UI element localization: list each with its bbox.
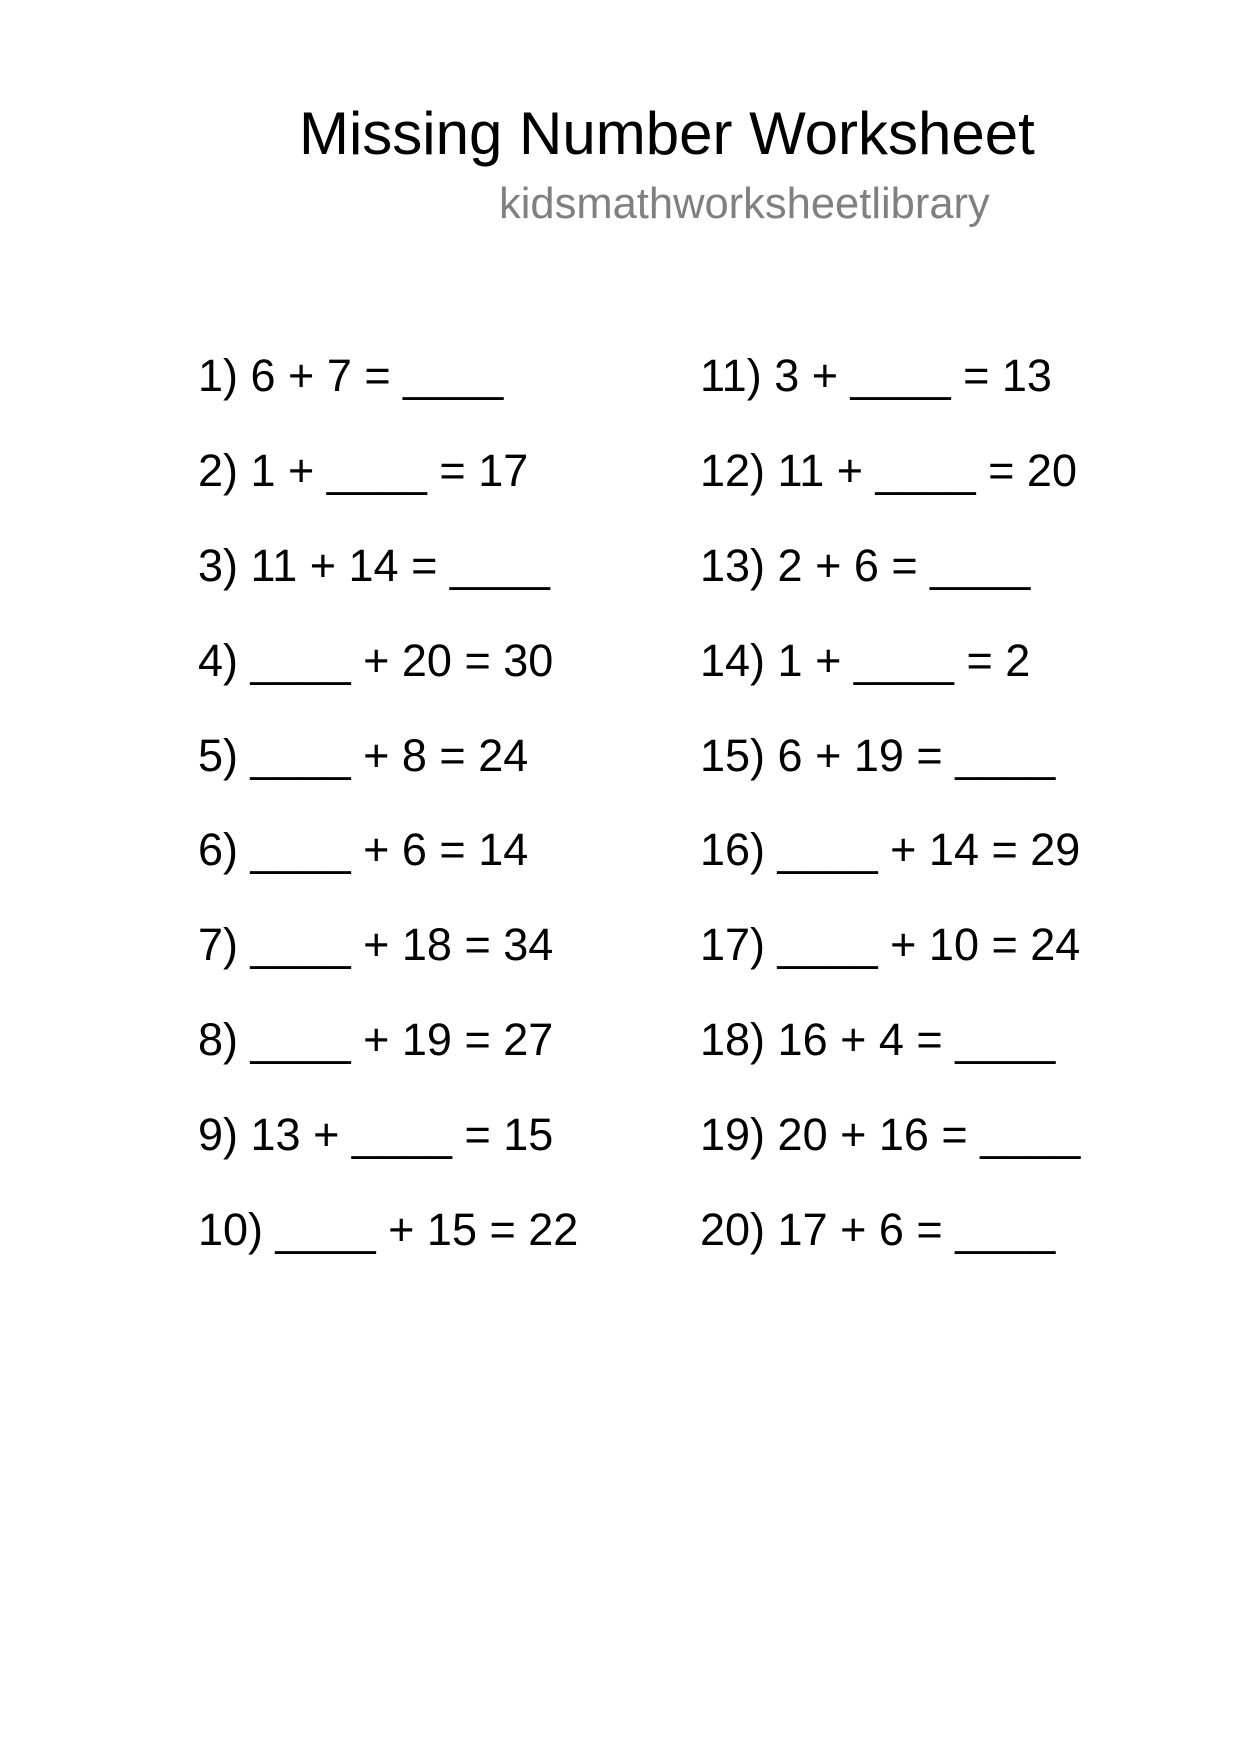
problem-item: 9) 13 + ____ = 15 xyxy=(198,1109,554,1160)
problem-item: 8) ____ + 19 = 27 xyxy=(198,1014,554,1065)
problem-item: 5) ____ + 8 = 24 xyxy=(198,730,529,781)
problem-item: 19) 20 + 16 = ____ xyxy=(700,1109,1081,1160)
problem-item: 10) ____ + 15 = 22 xyxy=(198,1204,579,1255)
problem-item: 11) 3 + ____ = 13 xyxy=(700,350,1052,401)
problem-item: 20) 17 + 6 = ____ xyxy=(700,1204,1056,1255)
problem-item: 6) ____ + 6 = 14 xyxy=(198,824,529,875)
worksheet-source: kidsmathworksheetlibrary xyxy=(499,180,990,228)
problem-item: 14) 1 + ____ = 2 xyxy=(700,635,1031,686)
problem-item: 17) ____ + 10 = 24 xyxy=(700,919,1081,970)
problem-item: 16) ____ + 14 = 29 xyxy=(700,824,1081,875)
problem-item: 12) 11 + ____ = 20 xyxy=(700,445,1077,496)
problem-item: 1) 6 + 7 = ____ xyxy=(198,350,504,401)
problem-item: 15) 6 + 19 = ____ xyxy=(700,730,1056,781)
problem-item: 7) ____ + 18 = 34 xyxy=(198,919,554,970)
worksheet-title: Missing Number Worksheet xyxy=(299,100,1035,167)
problem-item: 2) 1 + ____ = 17 xyxy=(198,445,529,496)
problem-item: 4) ____ + 20 = 30 xyxy=(198,635,554,686)
problem-item: 18) 16 + 4 = ____ xyxy=(700,1014,1056,1065)
problem-item: 13) 2 + 6 = ____ xyxy=(700,540,1031,591)
problem-item: 3) 11 + 14 = ____ xyxy=(198,540,550,591)
